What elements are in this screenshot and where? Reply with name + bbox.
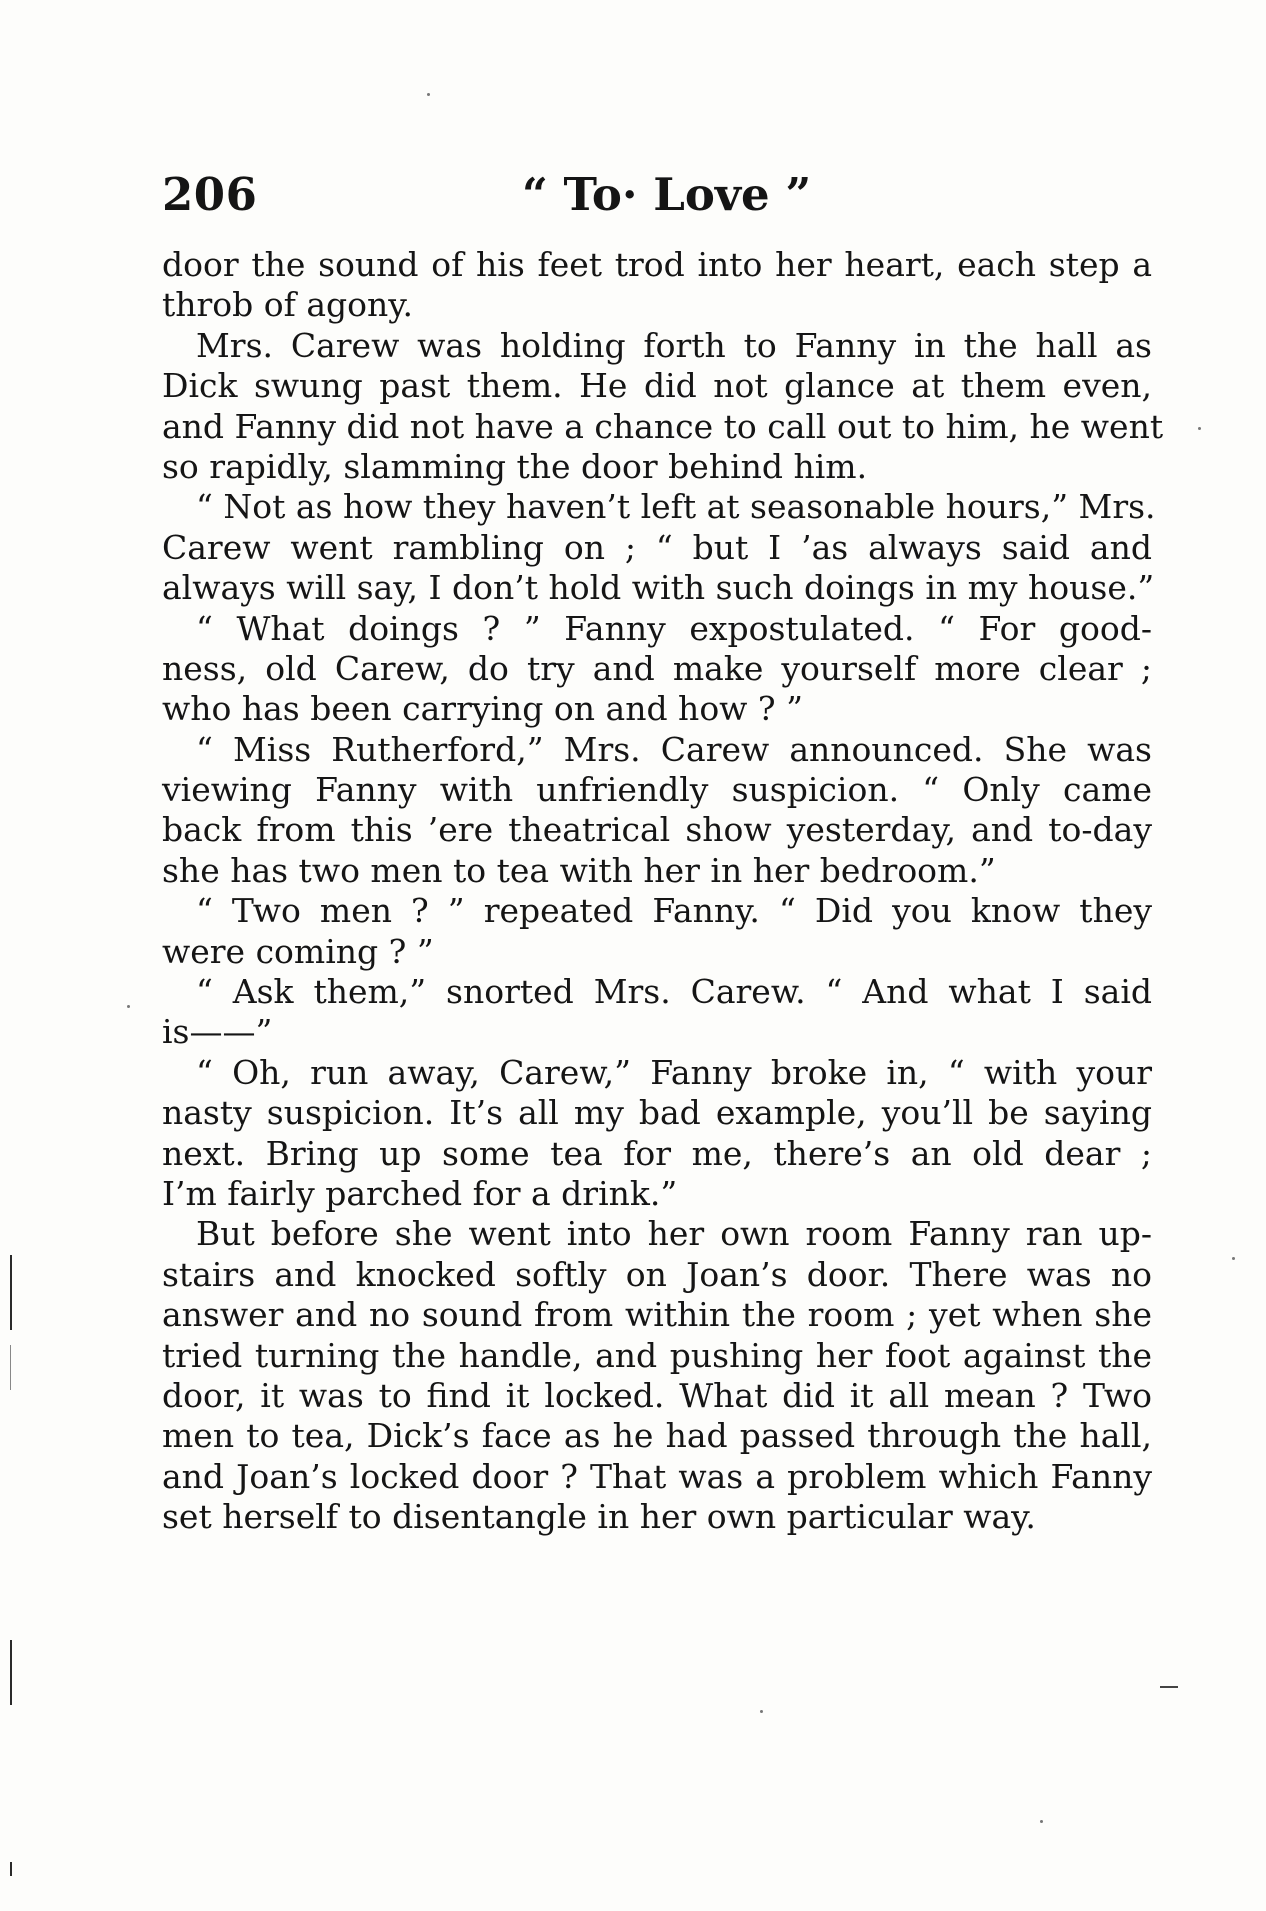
text-line: throb of agony. [162, 285, 414, 325]
text-line: men to tea, Dick’s face as he had passed through the hall, [162, 1416, 1152, 1456]
text-line: always will say, I don’t hold with such doings in my house.” [162, 568, 1155, 608]
text-line: set herself to disentangle in her own particular way. [162, 1497, 1036, 1537]
text-line: were coming ? ” [162, 931, 434, 971]
scan-speck [127, 1005, 130, 1008]
text-line: “ Miss Rutherford,” Mrs. Carew announced. She was [196, 729, 1152, 769]
text-line: I’m fairly parched for a drink.” [162, 1173, 678, 1213]
scan-speck [427, 93, 430, 96]
text-line: is——” [162, 1012, 273, 1052]
text-line: door the sound of his feet trod into her heart, each step a [162, 245, 1152, 284]
running-title: “ To· Love ” [522, 168, 812, 221]
scan-margin-mark [10, 1640, 12, 1705]
text-line: Mrs. Carew was holding forth to Fanny in the hall as [196, 325, 1152, 365]
text-line: and Joan’s locked door ? That was a problem which Fanny [162, 1456, 1152, 1496]
running-head [162, 168, 1152, 228]
text-line: door, it was to find it locked. What did it all mean ? Two [162, 1375, 1152, 1415]
page-number: 206 [162, 168, 258, 221]
text-line: “ What doings ? ” Fanny expostulated. “ For good- [196, 608, 1152, 648]
text-line: tried turning the handle, and pushing her foot against the [162, 1335, 1152, 1375]
text-line: Dick swung past them. He did not glance at them even, [162, 366, 1152, 406]
text-line: “ Ask them,” snorted Mrs. Carew. “ And what I said [196, 972, 1152, 1012]
text-line: next. Bring up some tea for me, there’s an old dear ; [162, 1133, 1152, 1173]
body-text [162, 245, 1164, 1538]
scan-margin-mark [10, 1345, 11, 1390]
text-line: answer and no sound from within the room ; yet when she [162, 1295, 1152, 1335]
scan-speck [1198, 427, 1201, 430]
scan-margin-mark [10, 1862, 12, 1876]
text-line: stairs and knocked softly on Joan’s door. There was no [162, 1254, 1152, 1294]
scan-margin-mark [10, 1255, 12, 1330]
text-line: nasty suspicion. It’s all my bad example, you’ll be saying [162, 1093, 1152, 1133]
text-line: Carew went rambling on ; “ but I ’as always said and [162, 527, 1152, 567]
scan-speck [760, 1710, 763, 1713]
text-line: But before she went into her own room Fanny ran up- [196, 1214, 1152, 1254]
scan-dash-mark [1160, 1686, 1178, 1688]
text-line: who has been carrying on and how ? ” [162, 689, 803, 729]
text-line: and Fanny did not have a chance to call out to him, he went [162, 406, 1164, 446]
text-line: so rapidly, slamming the door behind him. [162, 446, 868, 486]
scan-speck [1232, 1257, 1235, 1260]
text-line: “ Oh, run away, Carew,” Fanny broke in, “ with your [196, 1052, 1152, 1092]
scan-speck [1040, 1820, 1043, 1823]
text-line: she has two men to tea with her in her bedroom.” [162, 850, 996, 890]
text-line: back from this ’ere theatrical show yesterday, and to-day [162, 810, 1152, 850]
text-line: “ Two men ? ” repeated Fanny. “ Did you know they [196, 891, 1152, 931]
text-line: “ Not as how they haven’t left at seasonable hours,” Mrs. [196, 487, 1156, 527]
text-line: viewing Fanny with unfriendly suspicion. “ Only came [162, 770, 1152, 810]
text-line: ness, old Carew, do try and make yourself more clear ; [162, 648, 1152, 688]
